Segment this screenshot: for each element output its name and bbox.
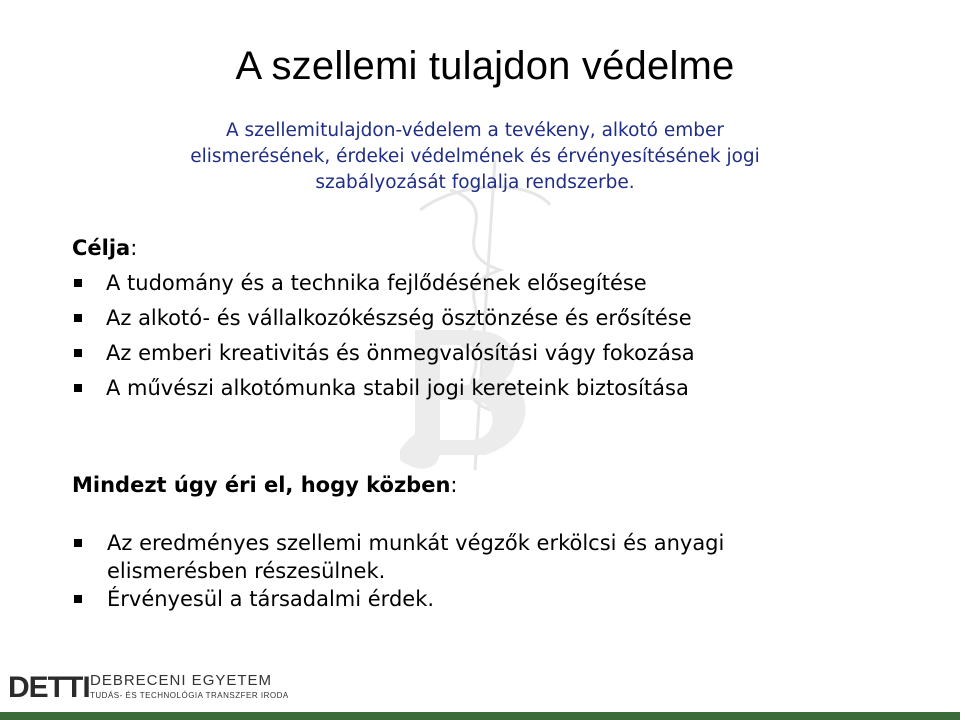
goal-item: A művészi alkotómunka stabil jogi kereteink biztosítása: [106, 376, 689, 400]
bullet-square-icon: [74, 314, 82, 322]
bullet-square-icon: [74, 595, 82, 603]
goals-heading-text: Célja: [72, 236, 131, 260]
slide-title: A szellemi tulajdon védelme: [235, 44, 735, 88]
bullet-square-icon: [74, 539, 82, 547]
detti-logo-text: DETTI: [8, 671, 90, 704]
intro-line: elismerésének, érdekei védelmének és érvényesítésének jogi: [190, 146, 760, 167]
condition-item-continuation: elismerésben részesülnek.: [107, 559, 386, 583]
goal-item: A tudomány és a technika fejlődésének elősegítése: [106, 271, 647, 295]
org-subtitle: TUDÁS- ÉS TECHNOLÓGIA TRANSZFER IRODA: [90, 691, 289, 700]
goal-item: Az emberi kreativitás és önmegvalósítási vágy fokozása: [106, 341, 695, 365]
bullet-square-icon: [74, 384, 82, 392]
conditions-heading-text: Mindezt úgy éri el, hogy közben: [72, 473, 451, 497]
condition-item: Érvényesül a társadalmi érdek.: [107, 587, 435, 611]
bullet-square-icon: [74, 349, 82, 357]
bullet-square-icon: [74, 279, 82, 287]
footer: [0, 660, 960, 720]
goal-item: Az alkotó- és vállalkozókészség ösztönzése és erősítése: [106, 306, 692, 330]
intro-paragraph: [130, 118, 820, 196]
detti-logo: [8, 670, 90, 704]
org-name: DEBRECENI EGYETEM: [90, 672, 273, 689]
condition-item: Az eredményes szellemi munkát végzők erkölcsi és anyagi: [107, 531, 725, 555]
bottom-accent-bar: [0, 712, 960, 720]
goals-heading: Célja:: [72, 236, 138, 260]
intro-line: A szellemitulajdon-védelem a tevékeny, alkotó ember: [225, 120, 725, 141]
conditions-heading: Mindezt úgy éri el, hogy közben:: [72, 473, 458, 497]
intro-line: szabályozását foglalja rendszerbe.: [315, 172, 635, 193]
